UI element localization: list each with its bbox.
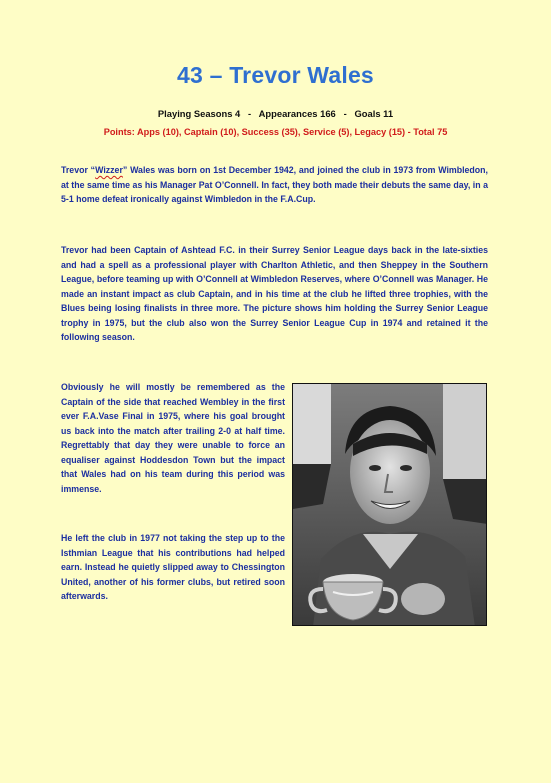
paragraph-birth-and-debut (61, 163, 488, 207)
playing-stats: Playing Seasons 4 - Appearances 166 - Goals 11 (157, 108, 394, 119)
nickname-text: Wizzer (95, 165, 123, 175)
paragraph1-pre: Trevor “ (61, 165, 96, 175)
paragraph-career-history: Trevor had been Captain of Ashtead F.C. in their Surrey Senior League days back in the late-sixties and had a spell as a professional player with Charlton Athletic, and then Sheppey in the Southern League, before teaming up with O’Connell at Wimbledon Reserves, where O’Connell was Manager. He made an instant impact as club Captain, and in his time at the club he lifted three trophies, with the Blues being losing finalists in three more. The picture shows him holding the Surrey Senior League trophy in 1975, but the club also won the Surrey Senior League Cup in 1974 and retained it the following season. (61, 245, 488, 342)
page-title: 43 – Trevor Wales (177, 62, 374, 88)
paragraph1-post: ” Wales was born on 1st December 1942, and joined the club in 1973 from Wimbledon, at the same time as his Manager Pat O’Connell. In fact, they both made their debuts the same day, in a 5-1 home defeat ironically against Wimbledon in the F.A.Cup. (61, 165, 488, 204)
paragraph-wembley-final: Obviously he will mostly be remembered as the Captain of the side that reached Wembley in the first ever F.A.Vase Final in 1975, where his goal brought us back into the match after trailing 2-0 at half time. Regrettably that day they were unable to force an equaliser against Hoddesdon Town but the impact that Wales had on his team during this period was immense. (61, 382, 285, 494)
points-summary: Points: Apps (10), Captain (10), Success (35), Service (5), Legacy (15) - Total 75 (103, 127, 448, 137)
player-photo (292, 383, 487, 626)
paragraph-departure: He left the club in 1977 not taking the step up to the Isthmian League that his contributions had helped earn. Instead he quietly slipped away to Chessington United, another of his former clubs, but retired soon afterwards. (61, 533, 285, 601)
player-holding-trophy-image (293, 384, 487, 626)
